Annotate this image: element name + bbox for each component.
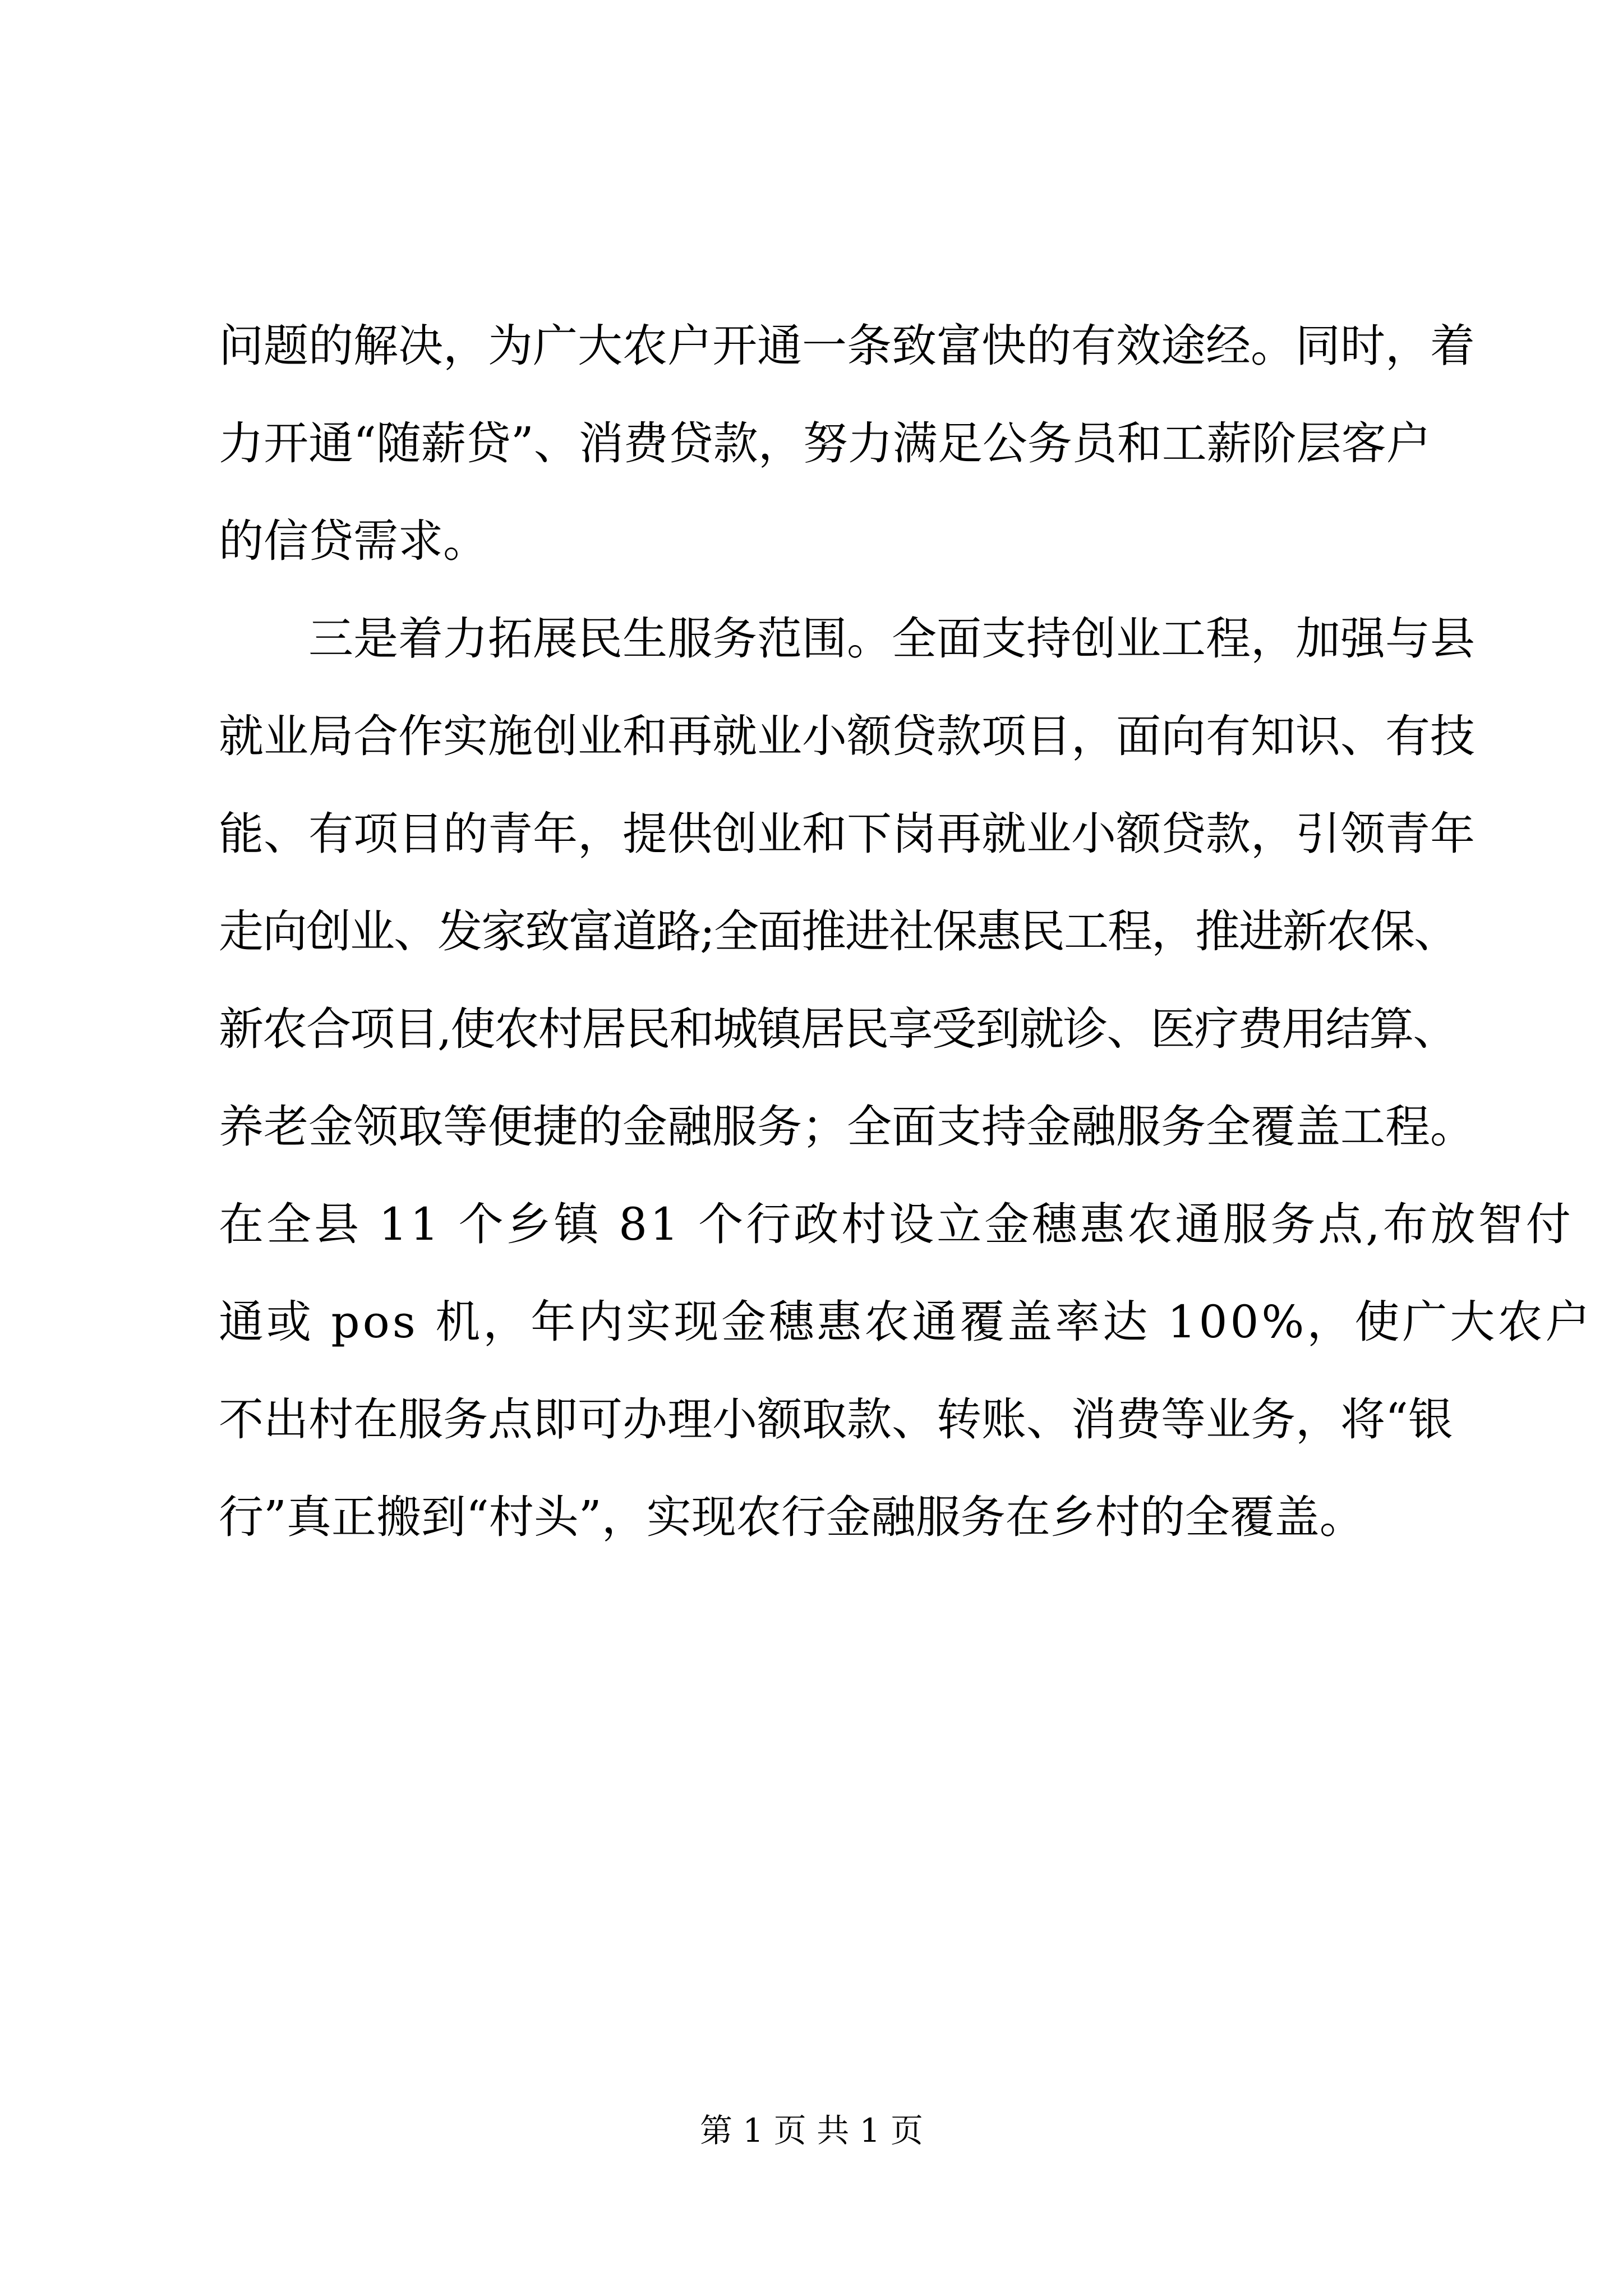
text-line: 能、有项目的青年，提供创业和下岗再就业小额贷款，引领青年	[219, 808, 1475, 860]
text-line: 在全县 11 个乡镇 81 个行政村设立金穗惠农通服务点,布放智付	[219, 1198, 1574, 1250]
paragraph-start-line: 三是着力拓展民生服务范围。全面支持创业工程，加强与县	[219, 613, 1475, 665]
text-line: 不出村在服务点即可办理小额取款、转账、消费等业务，将“银	[219, 1393, 1453, 1446]
body-text	[219, 297, 1593, 1566]
text-line: 就业局合作实施创业和再就业小额贷款项目，面向有知识、有技	[219, 710, 1475, 762]
text-line: 通或 pos 机，年内实现金穗惠农通覆盖率达 100%，使广大农户	[219, 1296, 1593, 1348]
text-line: 养老金领取等便捷的金融服务；全面支持金融服务全覆盖工程。	[219, 1101, 1475, 1153]
text-line: 的信贷需求。	[219, 515, 488, 567]
text-line: 力开通“随薪贷”、消费贷款，努力满足公务员和工薪阶层客户	[219, 417, 1431, 470]
text-line: 新农合项目,使农村居民和城镇居民享受到就诊、医疗费用结算、	[219, 1003, 1457, 1055]
text-line: 问题的解决，为广大农户开通一条致富快的有效途经。同时，着	[219, 320, 1475, 372]
text-line: 行”真正搬到“村头”，实现农行金融服务在乡村的全覆盖。	[219, 1491, 1364, 1543]
page-footer: 第 1 页 共 1 页	[700, 2111, 923, 2150]
text-line: 走向创业、发家致富道路;全面推进社保惠民工程，推进新农保、	[219, 905, 1458, 958]
